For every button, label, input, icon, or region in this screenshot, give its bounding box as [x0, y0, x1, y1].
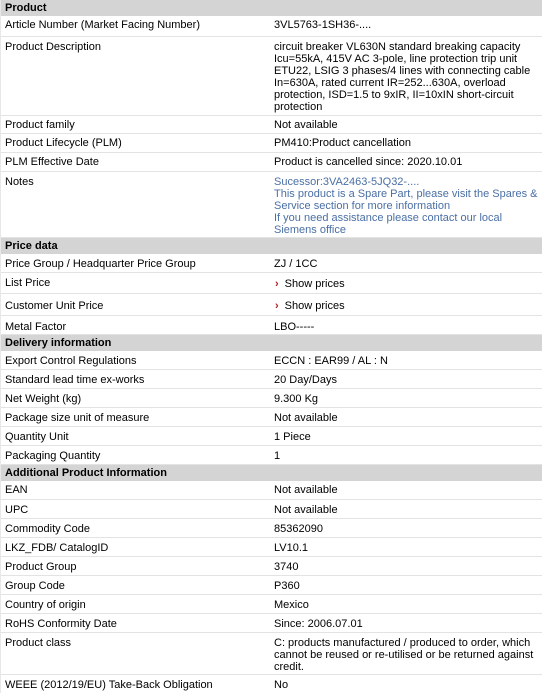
row-catalog-id — [1, 538, 542, 557]
value-packaging-quantity: 1 — [274, 450, 281, 462]
label-ean: EAN — [5, 484, 28, 496]
label-product-family: Product family — [5, 119, 75, 131]
successor-link[interactable]: Sucessor:3VA2463-5JQ32-.... — [274, 176, 420, 188]
row-notes — [1, 172, 542, 238]
row-weee — [1, 675, 542, 693]
row-product-lifecycle — [1, 134, 542, 153]
value-weee: No — [274, 679, 289, 691]
label-metal-factor: Metal Factor — [5, 321, 67, 333]
label-article-number: Article Number (Market Facing Number) — [5, 19, 200, 31]
row-product-description — [1, 37, 542, 116]
row-packaging-quantity — [1, 446, 542, 465]
label-lead-time: Standard lead time ex-works — [5, 374, 145, 386]
section-header-price: Price data — [1, 238, 542, 254]
row-metal-factor — [1, 316, 542, 335]
chevron-right-icon: › — [275, 300, 279, 312]
value-package-size: Not available — [274, 412, 338, 424]
row-upc — [1, 500, 542, 519]
row-plm-effective-date — [1, 153, 542, 172]
row-customer-unit-price — [1, 294, 542, 316]
value-product-group: 3740 — [274, 561, 299, 573]
label-product-description: Product Description — [5, 41, 101, 53]
value-lead-time: 20 Day/Days — [274, 374, 337, 386]
label-packaging-quantity: Packaging Quantity — [5, 450, 101, 462]
section-header-delivery: Delivery information — [1, 335, 542, 351]
row-price-group — [1, 254, 542, 273]
row-article-number — [1, 16, 542, 37]
value-metal-factor: LBO----- — [274, 321, 315, 333]
customer-price-show-link[interactable] — [270, 294, 542, 315]
notes-content — [270, 172, 542, 237]
label-notes: Notes — [5, 176, 34, 188]
value-country-of-origin: Mexico — [274, 599, 309, 611]
label-group-code: Group Code — [5, 580, 65, 592]
section-header-additional: Additional Product Information — [1, 465, 542, 481]
label-plm-effective-date: PLM Effective Date — [5, 156, 99, 168]
value-quantity-unit: 1 Piece — [274, 431, 311, 443]
show-prices-link-label[interactable]: Show prices — [284, 300, 345, 312]
label-product-class: Product class — [5, 637, 72, 649]
label-package-size: Package size unit of measure — [5, 412, 150, 424]
label-net-weight: Net Weight (kg) — [5, 393, 82, 405]
row-net-weight — [1, 389, 542, 408]
spare-part-link[interactable]: This product is a Spare Part, please visit the Spares & Service section for more information — [274, 188, 538, 212]
value-plm-effective-date: Product is cancelled since: 2020.10.01 — [274, 156, 463, 168]
section-header-product: Product — [1, 0, 542, 16]
row-list-price — [1, 273, 542, 294]
row-commodity-code — [1, 519, 542, 538]
chevron-right-icon: › — [275, 278, 279, 290]
value-product-lifecycle: PM410:Product cancellation — [274, 137, 411, 149]
value-net-weight: 9.300 Kg — [274, 393, 319, 405]
row-product-group — [1, 557, 542, 576]
value-product-family: Not available — [274, 119, 338, 131]
label-country-of-origin: Country of origin — [5, 599, 86, 611]
label-list-price: List Price — [5, 277, 51, 289]
label-price-group: Price Group / Headquarter Price Group — [5, 258, 196, 270]
row-lead-time — [1, 370, 542, 389]
value-product-class: C: products manufactured / produced to order, which cannot be reused or re-utilised or be returned against credit. — [274, 637, 534, 673]
siemens-office-link[interactable]: If you need assistance please contact our local Siemens office — [274, 212, 503, 236]
row-product-class — [1, 633, 542, 675]
row-export-control — [1, 351, 542, 370]
value-ean: Not available — [274, 484, 338, 496]
row-ean — [1, 481, 542, 500]
row-group-code — [1, 576, 542, 595]
value-product-description: circuit breaker VL630N standard breaking capacity Icu=55kA, 415V AC 3-pole, line protection trip unit ETU22, LSIG 3 phases/4 lines with connecting cable In=630A, rated current IR=252...630A, overload protection, ISD=1.5 to 9xIR, II=10xIN short-circuit protection — [274, 41, 531, 113]
label-customer-unit-price: Customer Unit Price — [5, 300, 104, 312]
row-package-size — [1, 408, 542, 427]
list-price-show-link[interactable] — [270, 273, 542, 293]
label-catalog-id: LKZ_FDB/ CatalogID — [5, 542, 109, 554]
row-quantity-unit — [1, 427, 542, 446]
value-price-group: ZJ / 1CC — [274, 258, 318, 270]
value-export-control: ECCN : EAR99 / AL : N — [274, 355, 388, 367]
value-group-code: P360 — [274, 580, 300, 592]
row-product-family — [1, 116, 542, 134]
label-weee: WEEE (2012/19/EU) Take-Back Obligation — [5, 679, 213, 691]
label-product-lifecycle: Product Lifecycle (PLM) — [5, 137, 122, 149]
value-upc: Not available — [274, 504, 338, 516]
row-country-of-origin — [1, 595, 542, 614]
label-export-control: Export Control Regulations — [5, 355, 137, 367]
value-commodity-code: 85362090 — [274, 523, 323, 535]
value-rohs-date: Since: 2006.07.01 — [274, 618, 363, 630]
label-rohs-date: RoHS Conformity Date — [5, 618, 117, 630]
value-catalog-id: LV10.1 — [274, 542, 309, 554]
value-article-number: 3VL5763-1SH36-.... — [274, 19, 372, 31]
label-quantity-unit: Quantity Unit — [5, 431, 69, 443]
label-product-group: Product Group — [5, 561, 77, 573]
show-prices-link-label[interactable]: Show prices — [284, 278, 345, 290]
row-rohs-date — [1, 614, 542, 633]
label-commodity-code: Commodity Code — [5, 523, 90, 535]
label-upc: UPC — [5, 504, 29, 516]
